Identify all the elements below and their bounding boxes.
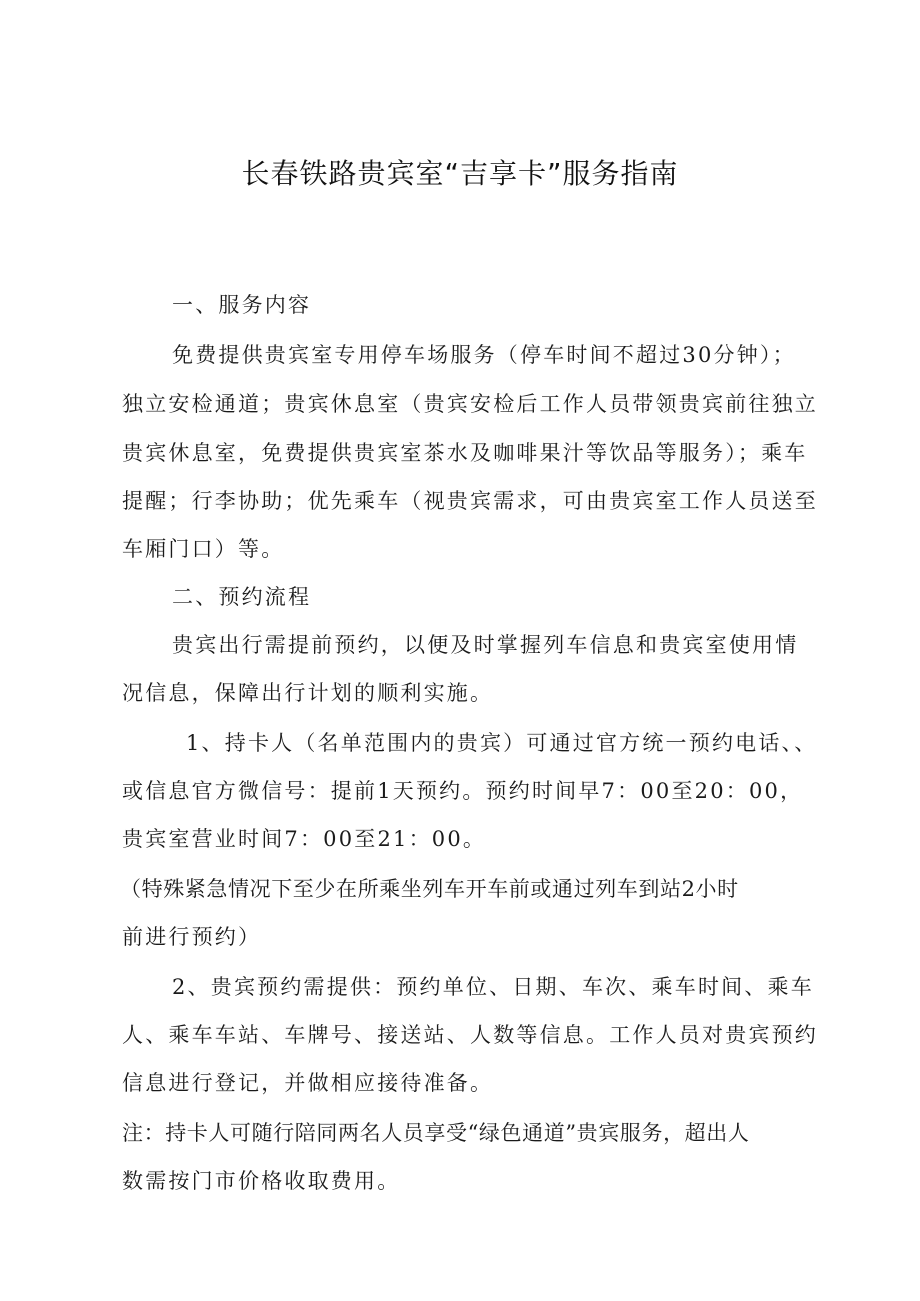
document-title: 长春铁路贵宾室“吉享卡”服务指南 (241, 157, 679, 190)
paragraph-line: 贵宾休息室，免费提供贵宾室茶水及咖啡果汁等饮品等服务）；乘车 (122, 441, 808, 465)
note-line: 注：持卡人可随行陪同两名人员享受“绿色通道”贵宾服务，超出人 (122, 1121, 750, 1145)
item-1-line: 贵宾室营业时间7：00至21：00。 (122, 827, 487, 851)
note-line: 数需按门市价格收取费用。 (122, 1169, 401, 1193)
paragraph-line: 贵宾出行需提前预约，以便及时掌握列车信息和贵宾室使用情 (172, 633, 799, 657)
item-2-line: 人、乘车车站、车牌号、接送站、人数等信息。工作人员对贵宾预约 (122, 1023, 818, 1047)
paragraph-line: 车厢门口）等。 (122, 537, 285, 561)
item-1-note-line: 前进行预约） (122, 925, 262, 949)
item-2-line: 2、贵宾预约需提供：预约单位、日期、车次、乘车时间、乘车 (172, 975, 814, 999)
section-heading-service-content: 一、服务内容 (172, 293, 312, 317)
section-heading-booking-process: 二、预约流程 (172, 585, 312, 609)
item-1-note-line: （特殊紧急情况下至少在所乘坐列车开车前或通过列车到站2小时 (120, 877, 739, 901)
paragraph-line: 独立安检通道；贵宾休息室（贵宾安检后工作人员带领贵宾前往独立 (122, 392, 818, 416)
item-1-line: 1、持卡人（名单范围内的贵宾）可通过官方统一预约电话、、 (186, 731, 818, 755)
item-2-line: 信息进行登记，并做相应接待准备。 (122, 1071, 494, 1095)
paragraph-line: 提醒；行李协助；优先乘车（视贵宾需求，可由贵宾室工作人员送至 (122, 489, 818, 513)
item-1-line: 或信息官方微信号：提前1天预约。预约时间早7：00至20：00， (122, 779, 804, 803)
paragraph-line: 免费提供贵宾室专用停车场服务（停车时间不超过30分钟）； (172, 343, 796, 367)
paragraph-line: 况信息，保障出行计划的顺利实施。 (122, 681, 494, 705)
